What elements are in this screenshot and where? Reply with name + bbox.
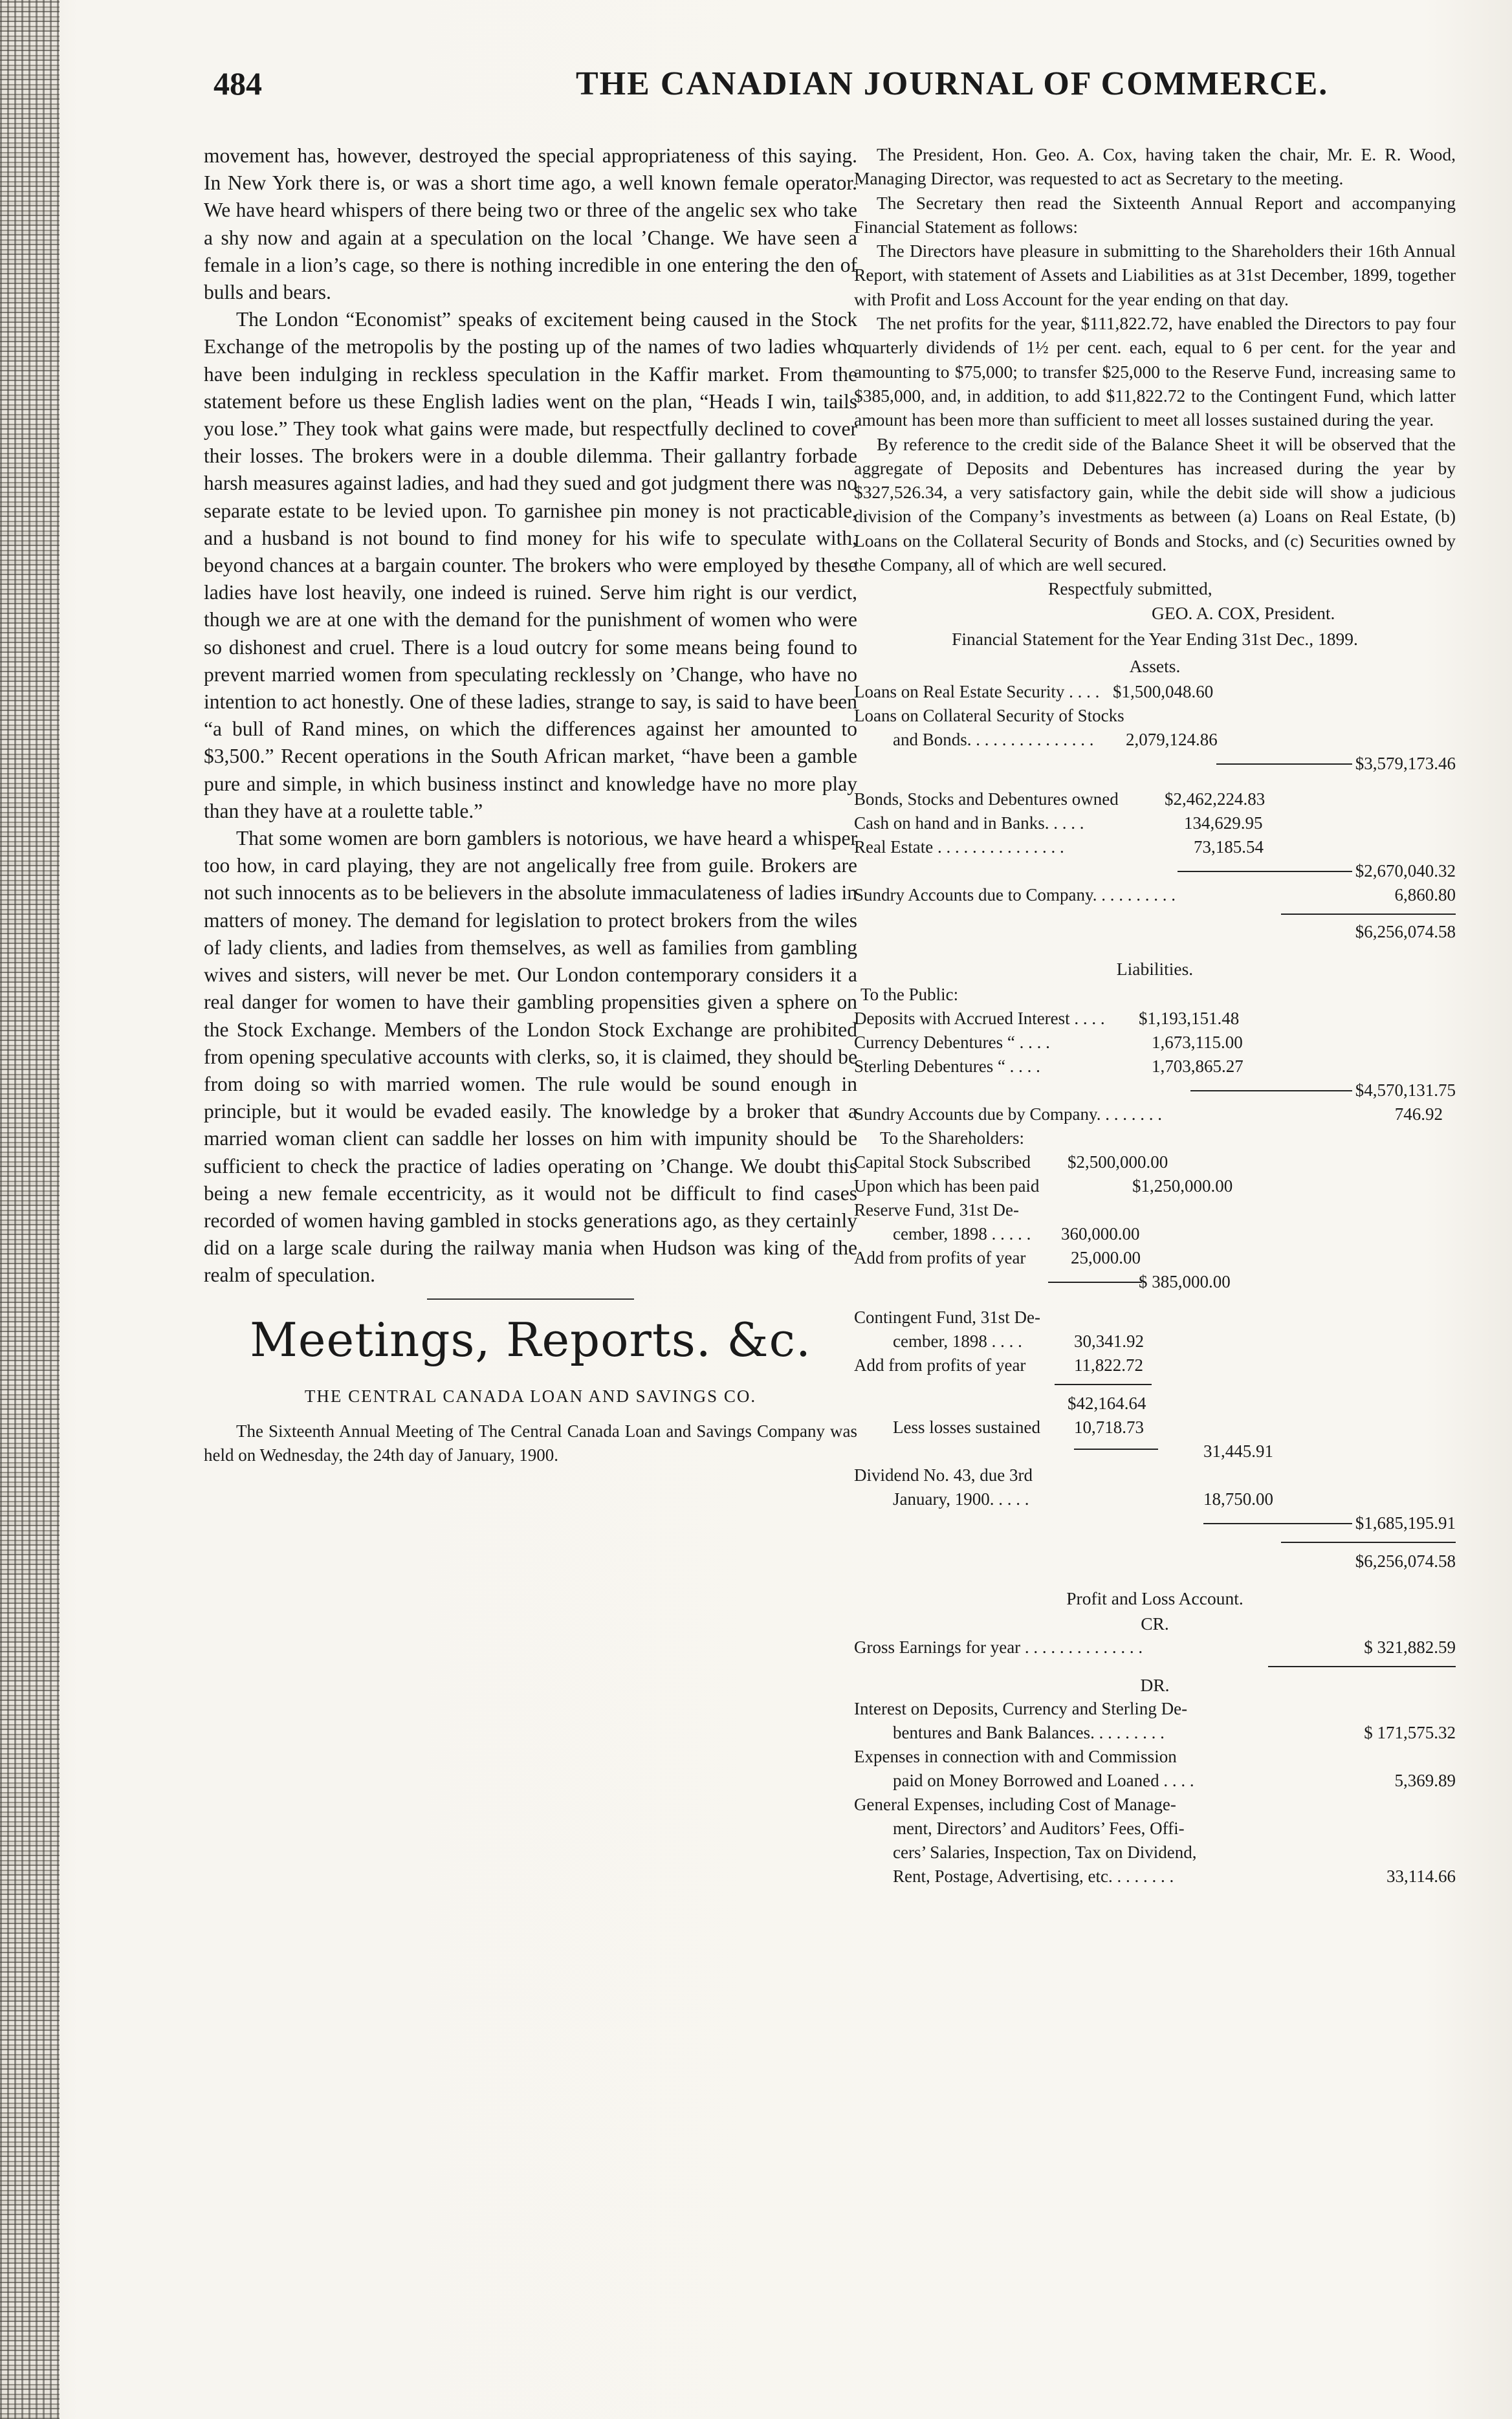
liabilities-heading: Liabilities. — [1116, 959, 1194, 980]
fin-value: $2,670,040.32 — [1355, 861, 1456, 881]
fin-label: Real Estate . . . . . . . . . . . . . . . — [854, 837, 1064, 857]
fin-label: Loans on Collateral Security of Stocks — [854, 706, 1124, 726]
fin-label: Upon which has been paid — [854, 1176, 1040, 1196]
fin-row-to-public — [854, 983, 1456, 1007]
fin-row-bonds — [854, 787, 1456, 811]
debit-heading: DR. — [1140, 1675, 1170, 1696]
fin-row-reserve-add — [854, 1246, 1456, 1270]
fin-label: Expenses in connection with and Commission — [854, 1747, 1177, 1767]
sum-rule — [1281, 914, 1456, 915]
fin-value: 31,445.91 — [1203, 1441, 1273, 1461]
signoff: Respectfuly submitted, — [1048, 578, 1212, 599]
fin-row-loans-collateral-cont — [854, 728, 1456, 752]
fin-label: cember, 1898 . . . . . — [893, 1224, 1031, 1244]
fin-label: Currency Debentures “ . . . . — [854, 1033, 1050, 1053]
report-paragraph: The net profits for the year, $111,822.72, have enabled the Directors to pay four quarterly dividends of 1½ per cent. each, equal to 6 per cent. for the year and amounting to $75,000; to transfer $25,000 to the Reserve Fund, increasing same to $385,000, and, in addition, to add $11,822.72 to the Contingent Fund, which latter amount has been more than sufficient to meet all losses sustained during the year. — [854, 313, 1456, 430]
statement-title: Financial Statement for the Year Ending 31st Dec., 1899. — [952, 629, 1358, 650]
fin-row-gross — [854, 1636, 1456, 1659]
report-paragraph: The Directors have pleasure in submitting to the Shareholders their 16th Annual Report, with statement of Assets and Liabilities as at 31st December, 1899, together with Profit and Loss Account for the year ending on that day. — [854, 241, 1456, 309]
fin-row-contingent-cont — [854, 1330, 1456, 1353]
fin-label: Bonds, Stocks and Debentures owned — [854, 789, 1119, 809]
fin-value: $1,250,000.00 — [1132, 1176, 1233, 1196]
fin-value: 5,369.89 — [1394, 1771, 1456, 1791]
fin-value: $2,462,224.83 — [1165, 789, 1265, 809]
fin-label: bentures and Bank Balances. . . . . . . . . — [893, 1723, 1165, 1743]
fin-row-general — [854, 1793, 1456, 1817]
fin-row-liab-grand-total — [854, 1549, 1456, 1573]
fin-label: General Expenses, including Cost of Manage- — [854, 1795, 1176, 1815]
fin-value: $42,164.64 — [1068, 1394, 1146, 1414]
fin-row-cash — [854, 811, 1456, 835]
fin-label: Dividend No. 43, due 3rd — [854, 1465, 1033, 1485]
fin-value: 2,079,124.86 — [1126, 730, 1218, 750]
report-paragraph: The Secretary then read the Sixteenth Annual Report and accompanying Financial Statement as follows: — [854, 192, 1456, 237]
sum-rule — [1055, 1384, 1152, 1385]
sum-rule — [1268, 1666, 1456, 1667]
fin-row-to-shareholders — [854, 1126, 1456, 1150]
fin-label: cers’ Salaries, Inspection, Tax on Dividend, — [893, 1843, 1197, 1863]
fin-row-general-cont1 — [854, 1817, 1456, 1841]
fin-row-general-cont2 — [854, 1841, 1456, 1865]
fin-row-paid — [854, 1174, 1456, 1198]
fin-row-expenses-cont — [854, 1769, 1456, 1793]
page-number: 484 — [214, 65, 262, 102]
article-paragraph: movement has, however, destroyed the special appropriateness of this saying. In New York there is, or was a short time ago, a well known female operator. We have heard whispers of there being two or three of the angelic sex who take a shy now and again at a speculation on the local ’Change. We have seen a female in a lion’s cage, so there is nothing incredible in one entering the den of bulls and bears. — [204, 144, 857, 304]
fin-value: $ 385,000.00 — [1139, 1272, 1231, 1292]
fin-label: Interest on Deposits, Currency and Sterling De- — [854, 1699, 1188, 1719]
fin-row-sundry-liab — [854, 1102, 1456, 1126]
fin-row-currency — [854, 1031, 1456, 1055]
fin-value: 360,000.00 — [1061, 1224, 1140, 1244]
article-paragraph: The London “Economist” speaks of excitement being caused in the Stock Exchange of the metropolis by the posting up of the names of two ladies who have been indulging in reckless speculation in the Kaffir market. From the statement before us these English ladies went on the plan, “Heads I win, tails you lose.” They took what gains were made, but respectfully declined to cover their losses. The brokers were in a double dilemma. Their gallantry forbade harsh measures against ladies, and had they sued and got judgment there was no separate estate to be levied upon. To garnishee pin money is not practicable, and a husband is not bound to find money for his wife to speculate with, beyond chances at a bargain counter. The brokers who were employed by these ladies have lost heavily, one indeed is ruined. Serve him right is our verdict, though we are at one with the demand for the punishment of women who were so dishonest and cruel. There is a loud outcry for some means being found to prevent married women from speculating recklessly on ’Change, who have no intention to act honestly. One of these ladies, strange to say, is said to have been “a bull of Rand mines, on which the differences against her amounted to $3,500.” Recent operations in the South African market, “have been a gamble pure and simple, in which business instinct and knowledge have no more play than they have at a roulette table.” — [204, 308, 857, 822]
fin-label: and Bonds. . . . . . . . . . . . . . . — [893, 730, 1094, 750]
fin-row-sundry-assets — [854, 883, 1456, 907]
fin-value: 33,114.66 — [1386, 1866, 1456, 1887]
fin-label: Sterling Debentures “ . . . . — [854, 1056, 1040, 1077]
fin-row-public-total — [854, 1078, 1456, 1102]
fin-row-contingent-total — [854, 1439, 1456, 1463]
fin-label: Gross Earnings for year . . . . . . . . . . . . . . — [854, 1637, 1143, 1658]
fin-label: cember, 1898 . . . . — [893, 1331, 1022, 1352]
fin-row-reserve-cont — [854, 1222, 1456, 1246]
fin-label: paid on Money Borrowed and Loaned . . . . — [893, 1771, 1194, 1791]
sum-rule — [1074, 1449, 1158, 1450]
assets-heading: Assets. — [1129, 656, 1181, 677]
fin-value: 746.92 — [1394, 1104, 1443, 1124]
sum-rule — [1216, 763, 1352, 765]
fin-row-contingent — [854, 1306, 1456, 1330]
right-column — [854, 142, 1456, 1888]
fin-value: 6,860.80 — [1394, 885, 1456, 905]
fin-label: Add from profits of year — [854, 1248, 1026, 1268]
fin-row-contingent-sum — [854, 1392, 1456, 1416]
report-paragraph: The President, Hon. Geo. A. Cox, having taken the chair, Mr. E. R. Wood, Managing Director, was requested to act as Secretary to the meeting. — [854, 144, 1456, 189]
profit-loss-heading: Profit and Loss Account. — [1066, 1588, 1244, 1609]
fin-value: 30,341.92 — [1074, 1331, 1144, 1352]
fin-row-liab-rule — [854, 1535, 1456, 1549]
fin-label: To the Shareholders: — [880, 1128, 1025, 1148]
fin-row-reserve — [854, 1198, 1456, 1222]
fin-value: 73,185.54 — [1194, 837, 1264, 857]
fin-label: Capital Stock Subscribed — [854, 1152, 1031, 1172]
fin-row-dividend — [854, 1463, 1456, 1487]
fin-value: $1,193,151.48 — [1139, 1009, 1240, 1029]
fin-value: 11,822.72 — [1074, 1355, 1143, 1375]
fin-row-loans-collateral — [854, 704, 1456, 728]
fin-value: 25,000.00 — [1071, 1248, 1141, 1268]
fin-row-interest-cont — [854, 1721, 1456, 1745]
fin-value: $4,570,131.75 — [1355, 1080, 1456, 1100]
fin-value: 10,718.73 — [1074, 1417, 1144, 1438]
fin-label: Contingent Fund, 31st De- — [854, 1308, 1040, 1328]
fin-row-interest — [854, 1697, 1456, 1721]
fin-label: To the Public: — [860, 985, 959, 1005]
fin-value: $6,256,074.58 — [1355, 922, 1456, 942]
fin-row-shareholders-total — [854, 1511, 1456, 1535]
fin-row-capital — [854, 1150, 1456, 1174]
section-divider — [427, 1298, 634, 1300]
fin-row-contingent-rule — [854, 1377, 1456, 1392]
sum-rule — [1203, 1523, 1352, 1524]
fin-row-assets-grand-total — [854, 920, 1456, 944]
fin-value: 134,629.95 — [1184, 813, 1263, 833]
fin-row-real-estate — [854, 835, 1456, 859]
company-heading: THE CENTRAL CANADA LOAN AND SAVINGS CO. — [304, 1386, 757, 1406]
fin-value: 1,673,115.00 — [1152, 1033, 1243, 1053]
fin-label: Add from profits of year — [854, 1355, 1026, 1375]
fin-value: $ 321,882.59 — [1364, 1637, 1456, 1658]
fin-row-general-cont3 — [854, 1865, 1456, 1888]
fin-label: Reserve Fund, 31st De- — [854, 1200, 1019, 1220]
sum-rule — [1178, 871, 1352, 872]
fin-row-securities-total — [854, 859, 1456, 883]
journal-title: THE CANADIAN JOURNAL OF COMMERCE. — [576, 65, 1329, 102]
fin-row-dividend-cont — [854, 1487, 1456, 1511]
fin-row-loans-total — [854, 752, 1456, 776]
sum-rule — [1048, 1282, 1142, 1283]
fin-label: ment, Directors’ and Auditors’ Fees, Offi- — [893, 1819, 1185, 1839]
fin-row-sterling — [854, 1055, 1456, 1078]
fin-value: $3,579,173.46 — [1355, 754, 1456, 774]
fin-value: $6,256,074.58 — [1355, 1551, 1456, 1571]
fin-value: 18,750.00 — [1203, 1489, 1273, 1509]
fin-label: Cash on hand and in Banks. . . . . — [854, 813, 1084, 833]
page-header — [214, 65, 1495, 110]
fin-label: Deposits with Accrued Interest . . . . — [854, 1009, 1105, 1029]
section-heading: Meetings, Reports. &c. — [250, 1312, 811, 1367]
fin-value: $ 171,575.32 — [1364, 1723, 1456, 1743]
fin-value: $1,500,048.60 — [1113, 682, 1214, 702]
sum-rule — [1281, 1542, 1456, 1543]
page-binding-edge — [0, 0, 60, 2419]
fin-row-assets-rule — [854, 907, 1456, 920]
sum-rule — [1190, 1090, 1352, 1091]
fin-label: Sundry Accounts due to Company. . . . . . . . . . — [854, 885, 1176, 905]
fin-value: $1,685,195.91 — [1355, 1513, 1456, 1533]
article-paragraph: That some women are born gamblers is notorious, we have heard a whisper too how, in card playing, they are not angelically free from guile. Brokers are not such innocents as to be believers in the absolute immaculateness of ladies in matters of money. The demand for legislation to protect brokers from the wiles of lady clients, and ladies from themselves, as well as families from gambling wives and sisters, will never be met. Our London contemporary considers it a real danger for women to have their gambling propensities given a sphere on the Stock Exchange. Members of the London Stock Exchange are prohibited from opening speculative accounts with clerks, so, it is claimed, they should be from doing so with married women. The rule would be sound enough in principle, but it would be evaded easily. The knowledge by a broker that a married woman client can saddle her losses on him with impunity should be sufficient to check the practice of ladies operating on ’Change. We doubt this being a new female eccentricity, as it would not be difficult to find cases recorded of women having gambled in stocks generations ago, as they certainly did on a large scale during the railway mania when Hudson was king of the realm of speculation. — [204, 827, 857, 1287]
left-column — [204, 142, 857, 1467]
fin-label: Rent, Postage, Advertising, etc. . . . . . . . — [893, 1866, 1174, 1887]
report-paragraph: By reference to the credit side of the Balance Sheet it will be observed that the aggregate of Deposits and Debentures has increased during the year by $327,526.34, a very satisfactory gain, while the debit side will show a judicious division of the Company’s investments as between (a) Loans on Real Estate, (b) Loans on the Collateral Security of Bonds and Stocks, and (c) Securities owned by the Company, all of which are well secured. — [854, 433, 1456, 575]
fin-value: 1,703,865.27 — [1152, 1056, 1244, 1077]
fin-row-contingent-add — [854, 1353, 1456, 1377]
fin-label: Less losses sustained — [893, 1417, 1040, 1438]
fin-value: $2,500,000.00 — [1068, 1152, 1168, 1172]
fin-row-expenses — [854, 1745, 1456, 1769]
credit-heading: CR. — [1141, 1614, 1169, 1634]
fin-label: January, 1900. . . . . — [893, 1489, 1029, 1509]
fin-row-losses — [854, 1416, 1456, 1439]
fin-row-loans-real-estate — [854, 680, 1456, 704]
signature: GEO. A. COX, President. — [1152, 603, 1335, 624]
fin-row-reserve-total — [854, 1270, 1456, 1294]
fin-label: Loans on Real Estate Security . . . . — [854, 682, 1100, 702]
meeting-intro: The Sixteenth Annual Meeting of The Central Canada Loan and Savings Company was held on Wednesday, the 24th day of January, 1900. — [204, 1421, 857, 1465]
fin-label: Sundry Accounts due by Company. . . . . . . . — [854, 1104, 1162, 1124]
fin-row-gross-rule — [854, 1659, 1456, 1674]
fin-row-deposits — [854, 1007, 1456, 1031]
